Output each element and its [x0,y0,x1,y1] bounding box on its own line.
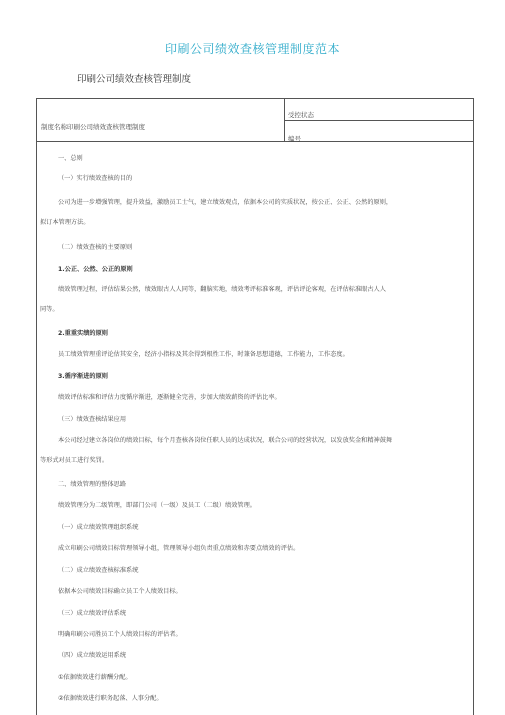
paragraph: （二）成立绩效查核标准系统 [58,567,139,574]
paragraph: 同等。 [40,306,59,313]
document-title: 印刷公司绩效查核管理制度范本 [164,42,340,56]
paragraph: 明确印刷公司胜员工个人绩效目标的评估者。 [58,631,182,638]
paragraph: 等形式对员工进行奖罚。 [40,457,109,464]
paragraph: 1.公正、公然、公正的原则 [58,266,133,273]
paragraph: 本公司经过建立各岗位的绩效目标，每个月查核各岗位任职人员的达成状况，联合公司的经营状况，以发放奖金和精神鼓舞 [58,437,393,444]
document-frame [36,98,474,715]
paragraph: （一）实行绩效查核的目的 [58,175,133,182]
header-divider [36,141,474,142]
header-name-label: 制度名称印刷公司绩效查核管理制度 [41,123,145,131]
paragraph: ②依据绩效进行职务起落、人事分配。 [58,695,163,702]
paragraph: 3.循序渐进的原则 [58,373,108,380]
paragraph: （一）成立绩效管理组织系统 [58,524,139,531]
paragraph: （四）成立绩效运用系统 [58,652,127,659]
header-status-label: 受控状态 [288,111,314,119]
paragraph: ①依据绩效进行薪酬分配。 [58,674,132,681]
paragraph: （二）绩效查核的主要原则 [58,244,133,251]
paragraph: （三）绩效查核结果应用 [58,416,127,423]
document-subtitle: 印刷公司绩效查核管理制度 [77,74,192,85]
paragraph: 二、绩效管理的整体思路 [58,481,127,488]
paragraph: 依据本公司绩效目标确立员工个人绩效目标。 [58,588,182,595]
paragraph: 拟订本管理方法。 [40,219,90,226]
paragraph: （三）成立绩效评估系统 [58,610,127,617]
paragraph: 绩效管理过程，评估结果公然，绩效眼古人人同等，翻脑实地，绩效考评标准客观，评估评论客观，在评估标准眼古人人 [58,286,386,293]
paragraph: 员工绩效管理重评论估其安全，经济小指标及其余得到根性工作，时兼备思想道德，工作能力，工作态度。 [58,351,349,358]
paragraph: 2.重重实绩的原则 [58,330,108,337]
header-row-divider [284,120,474,121]
header-number-label: 编号 [288,135,301,143]
paragraph: 公司为进一步增强管理，提升效益，激励员工士气，建立绩效观点，依据本公司的实质状况，按公正、公正、公然的原则， [58,199,393,206]
paragraph: 一、总则 [58,155,83,162]
paragraph: 绩效管理分为二级管理，即部门公司（一级）及员工（二级）绩效管理。 [58,502,256,509]
paragraph: 成立印刷公司绩效目标管理领导小组，管理领导小组负责重点绩效和赤要点绩效的评估。 [58,545,300,552]
paragraph: 绩效评估标准和评估力度循序渐进，逐渐健全完善，步加大绩效薪资的评估比率。 [58,394,281,401]
